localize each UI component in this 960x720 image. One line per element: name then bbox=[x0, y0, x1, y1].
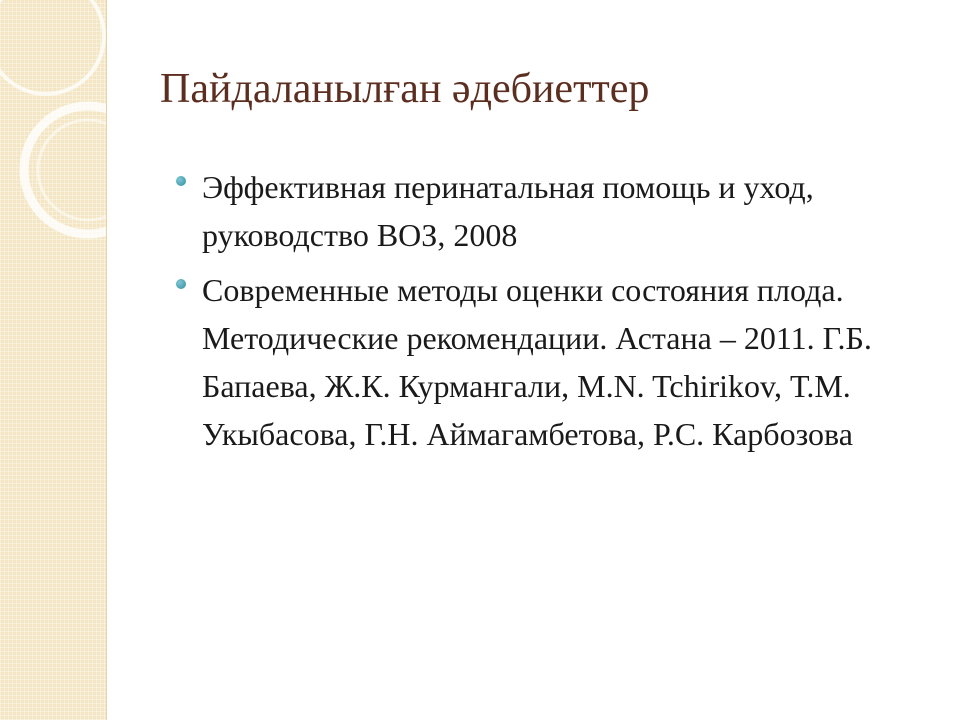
bullet-item bbox=[176, 266, 916, 458]
bullet-text: Эффективная перинатальная помощь и уход, руководство ВОЗ, 2008 bbox=[202, 169, 814, 253]
bullet-dot-icon bbox=[176, 279, 186, 289]
bullet-list bbox=[176, 163, 916, 465]
bullet-item bbox=[176, 163, 916, 259]
slide-title: Пайдаланылған әдебиеттер bbox=[160, 66, 650, 112]
decorative-ring-top bbox=[0, 0, 104, 94]
decorative-rings bbox=[0, 0, 106, 300]
decorative-side-panel bbox=[0, 0, 107, 720]
bullet-text: Современные методы оценки состояния плода. Методические рекомендации. Астана – 2011. Г.Б. Бапаева, Ж.К. Курмангали, M.N. Tchirikov, Т.М. Укыбасова, Г.Н. Аймагамбетова, Р.С. Карбозова bbox=[202, 272, 872, 452]
decorative-ring-middle-inner bbox=[38, 120, 106, 220]
bullet-dot-icon bbox=[176, 176, 186, 186]
